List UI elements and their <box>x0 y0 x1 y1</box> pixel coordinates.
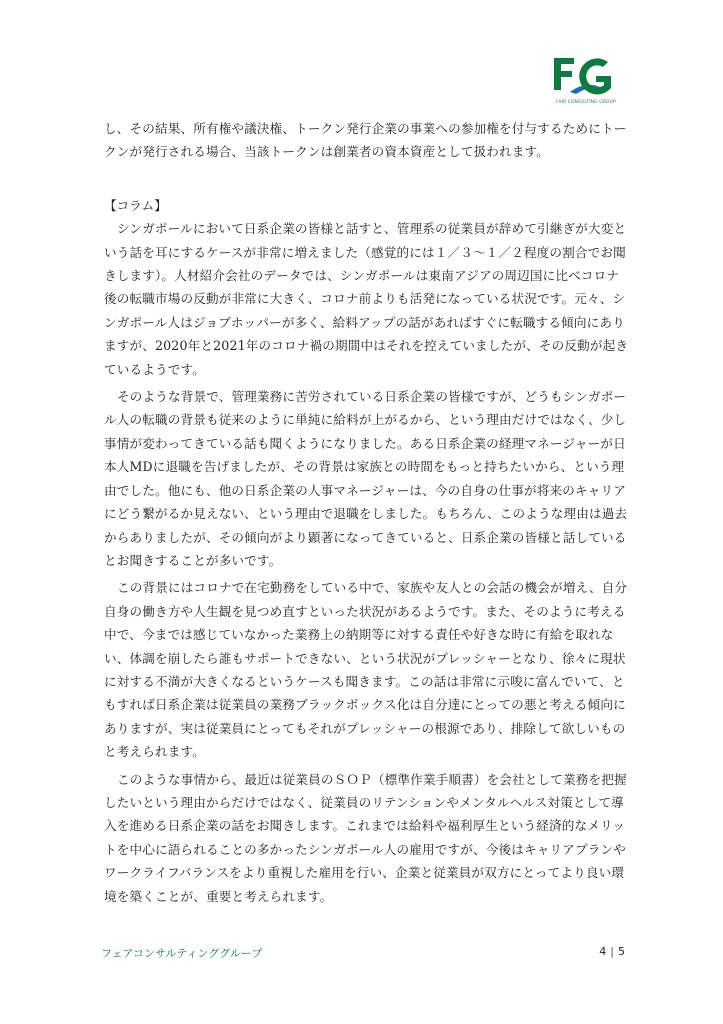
page-separator: | <box>610 945 614 958</box>
page-number <box>599 945 625 958</box>
column-heading: 【コラム】 <box>104 197 167 213</box>
intro-paragraph: し、その結果、所有権や議決権、トークン発行企業の事業への参加権を付与するためにトークンが発行される場合、当該トークンは創業者の資本資産として扱われます。 <box>104 121 627 160</box>
column-paragraph-3: この背景にはコロナで在宅勤務をしている中で、家族や友人との会話の機会が増え、自分自身の働き方や人生観を見つめ直すといった状況があるようです。また、そのように考える中で、今までは感じていなかった業務上の納期等に対する責任や好きな時に有給を取れない、体調を崩したら誰もサポートできない、という状況がプレッシャーとなり、徐々に現状に対する不満が大きくなるというケースも聞きます。この話は非常に示唆に富んでいて、ともすれば日系企業は従業員の業務ブラックボックス化は自分達にとっての悪と考える傾向にありますが、実は従業員にとってもそれがプレッシャーの根源であり、排除して欲しいものと考えられます。 <box>104 580 628 760</box>
page-content <box>104 115 630 908</box>
column-paragraph-2: そのような背景で、管理業務に苦労されている日系企業の皆様ですが、どうもシンガポール人の転職の背景も従来のように単純に給料が上がるから、という理由だけではなく、少し事情が変わってきている話も聞くようになりました。ある日系企業の経理マネージャーが日本人MDに退職を告げましたが、その背景は家族との時間をもっと持ちたいから、という理由でした。他にも、他の日系企業の人事マネージャーは、今の自身の仕事が将来のキャリアにどう繋がるか見えない、という理由で退職をしました。もちろん、このような理由は過去からありましたが、その傾向がより顕著になってきていると、日系企業の皆様と話しているとお聞きすることが多いです。 <box>104 389 628 568</box>
column-paragraph-1: シンガポールにおいて日系企業の皆様と話すと、管理系の従業員が辞めて引継ぎが大変という話を耳にするケースが非常に増えました（感覚的には１／３～１／２程度の割合でお聞きします）。人材紹介会社のデータでは、シンガポールは東南アジアの周辺国に比べコロナ後の転職市場の反動が非常に大きく、コロナ前よりも活発になっている状況です。元々、シンガポール人はジョブホッパーが多く、給料アップの話があればすぐに転職する傾向にありますが、2020年と2021年のコロナ禍の期間中はそれを控えていましたが、その反動が起きているようです。 <box>104 221 629 377</box>
column-section <box>104 194 630 908</box>
logo-f-shape <box>554 58 574 90</box>
current-page: 4 <box>599 945 607 958</box>
logo-text: FAIR CONSULTING GROUP <box>556 100 616 105</box>
footer-company-name: フェアコンサルティンググループ <box>101 947 263 960</box>
column-paragraph-4: このような事情から、最近は従業員のＳＯＰ（標準作業手順書）を会社として業務を把握したいという理由からだけではなく、従業員のリテンションやメンタルヘルス対策として導入を進める日系企業の話をお聞きします。これまでは給料や福利厚生という経済的なメリットを中心に語られることの多かったシンガポール人の雇用ですが、今後はキャリアプランやワークライフバランスをより重視した雇用を行い、企業と従業員が双方にとってより良い環境を築くことが、重要と考えられます。 <box>104 771 627 904</box>
total-pages: 5 <box>618 945 625 958</box>
